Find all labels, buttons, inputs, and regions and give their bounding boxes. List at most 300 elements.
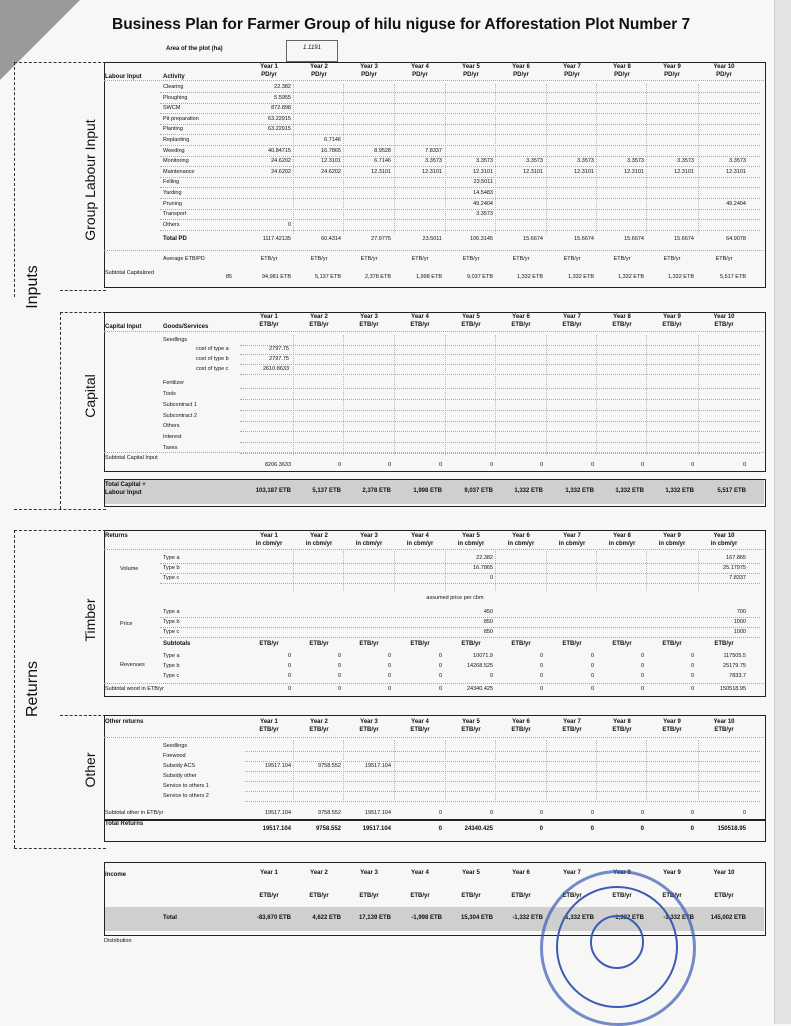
capital-unit-header: ETB/yr bbox=[309, 322, 329, 328]
income-unit-header: ETB/yr bbox=[612, 893, 632, 899]
total-returns-cell: 9758.552 bbox=[315, 826, 341, 832]
income-unit-header: ETB/yr bbox=[359, 893, 379, 899]
timber-unit-header: in cbm/yr bbox=[608, 541, 636, 547]
capital-input-heading: Capital Input bbox=[105, 324, 142, 330]
avg-unit: ETB/yr bbox=[613, 256, 631, 262]
row-rule bbox=[160, 198, 760, 199]
capital-dash-left bbox=[60, 312, 61, 509]
price-type-label: Type a bbox=[163, 609, 180, 615]
column-rule bbox=[596, 740, 597, 800]
total-capital-labour-label: Total Capital + Labour Input bbox=[105, 482, 146, 496]
row-rule bbox=[240, 345, 760, 346]
income-total-cell: 4,622 ETB bbox=[312, 915, 341, 921]
other-subtotal-cell: 0 bbox=[539, 810, 543, 816]
timber-label: Timber bbox=[82, 598, 98, 642]
column-rule bbox=[596, 335, 597, 455]
column-rule bbox=[445, 551, 446, 591]
row-rule bbox=[240, 374, 760, 375]
inputs-dash-mid bbox=[60, 290, 106, 291]
wood-subtotal-cell: 150518.95 bbox=[720, 686, 746, 692]
column-rule bbox=[546, 335, 547, 455]
subtotals-unit: ETB/yr bbox=[309, 641, 329, 647]
labour-cell: 0 bbox=[287, 221, 291, 228]
volume-type-label: Type c bbox=[163, 575, 180, 581]
income-total-cell: -1,332 ETB bbox=[613, 915, 644, 921]
capital-unit-header: ETB/yr bbox=[461, 322, 481, 328]
capital-unit-header: ETB/yr bbox=[662, 322, 682, 328]
column-rule bbox=[293, 740, 294, 800]
other-item-label: Subsidy other bbox=[163, 773, 197, 779]
revenue-type-label: Type a bbox=[163, 653, 180, 659]
labour-subtotal-cell: 1,332 ETB bbox=[618, 274, 644, 280]
labour-cell: 49.2404 bbox=[726, 200, 746, 207]
capital-item-label: cost of type a bbox=[196, 346, 229, 352]
other-unit-header: ETB/yr bbox=[461, 727, 481, 733]
timber-header-rule bbox=[104, 549, 764, 550]
capital-item-label: Subcontract 1 bbox=[163, 402, 197, 408]
avg-unit: ETB/yr bbox=[411, 256, 429, 262]
capital-item-label: Subcontract 2 bbox=[163, 413, 197, 419]
revenue-c-cell: 0 bbox=[590, 673, 594, 679]
revenue-a-cell: 0 bbox=[287, 653, 291, 659]
subtotals-unit: ETB/yr bbox=[562, 641, 582, 647]
labour-cell: 63.22915 bbox=[268, 115, 291, 122]
volume-y10-cell: 7.8337 bbox=[729, 575, 746, 581]
capital-total-cell: 1,998 ETB bbox=[413, 488, 442, 494]
activity-label: Felling bbox=[163, 179, 180, 186]
other-subtotal-cell: 0 bbox=[489, 810, 493, 816]
labour-year-header: Year 1 bbox=[260, 64, 278, 70]
labour-cell: 22.382 bbox=[274, 84, 291, 90]
other-item-label: Subsidy ACS bbox=[163, 763, 196, 769]
capital-subtotal-cell: 0 bbox=[690, 462, 694, 468]
row-rule bbox=[160, 177, 760, 178]
price-type-label: Type c bbox=[163, 629, 180, 635]
volume-type-label: Type a bbox=[163, 555, 180, 561]
column-rule bbox=[343, 335, 344, 455]
capital-subtotal-cell: 0 bbox=[640, 462, 644, 468]
row-rule bbox=[160, 583, 760, 584]
total-returns-cell: 0 bbox=[590, 826, 594, 832]
labour-cell: 3.3573 bbox=[577, 158, 594, 165]
revenue-b-cell: 0 bbox=[387, 663, 391, 669]
capital-year-header: Year 3 bbox=[360, 314, 378, 320]
revenue-a-cell: 10071.9 bbox=[473, 653, 493, 659]
capital-item-label: Seedlings bbox=[163, 337, 188, 343]
labour-unit-header: PD/yr bbox=[716, 72, 732, 78]
other-unit-header: ETB/yr bbox=[359, 727, 379, 733]
row-rule bbox=[240, 364, 760, 365]
row-rule bbox=[104, 683, 764, 684]
labour-total-cell: 15.6674 bbox=[674, 236, 694, 242]
revenues-label: Revenues bbox=[120, 662, 145, 668]
row-rule bbox=[160, 113, 760, 114]
inputs-dash-left bbox=[14, 62, 15, 297]
distribution-label: Distribution bbox=[104, 938, 132, 944]
labour-year-header: Year 8 bbox=[613, 64, 631, 70]
row-rule bbox=[104, 452, 764, 453]
row-rule bbox=[240, 442, 760, 443]
activity-heading: Activity bbox=[163, 74, 185, 80]
capital-total-cell: 5,137 ETB bbox=[312, 488, 341, 494]
row-rule bbox=[160, 166, 760, 167]
income-year-header: Year 8 bbox=[613, 870, 631, 876]
income-year-header: Year 1 bbox=[260, 870, 278, 876]
revenue-a-cell: 0 bbox=[337, 653, 341, 659]
revenue-type-label: Type b bbox=[163, 663, 180, 669]
other-year-header: Year 5 bbox=[462, 719, 480, 725]
labour-unit-header: PD/yr bbox=[361, 72, 377, 78]
revenue-b-cell: 25179.75 bbox=[723, 663, 746, 669]
income-year-header: Year 7 bbox=[563, 870, 581, 876]
price-y5-cell: 850 bbox=[483, 629, 493, 635]
other-year-header: Year 3 bbox=[360, 719, 378, 725]
labour-subtotal-cell: 2,378 ETB bbox=[365, 274, 391, 280]
timber-year-header: Year 5 bbox=[462, 533, 480, 539]
revenue-b-cell: 0 bbox=[590, 663, 594, 669]
other-subtotal-cell: 9758.552 bbox=[318, 810, 341, 816]
income-unit-header: ETB/yr bbox=[562, 893, 582, 899]
total-pd-label: Total PD bbox=[163, 236, 187, 242]
column-rule bbox=[698, 740, 699, 800]
column-rule bbox=[394, 551, 395, 591]
timber-year-header: Year 4 bbox=[411, 533, 429, 539]
subtotals-unit: ETB/yr bbox=[410, 641, 430, 647]
other-unit-header: ETB/yr bbox=[511, 727, 531, 733]
subtotals-unit: ETB/yr bbox=[359, 641, 379, 647]
labour-input-heading: Labour Input bbox=[105, 74, 142, 80]
subsidy-acs-cell: 9758.552 bbox=[318, 763, 341, 769]
labour-cell: 3.3573 bbox=[425, 158, 442, 165]
labour-subtotal-label: Subtotal Capitalized bbox=[105, 270, 154, 276]
capital-subtotal-cell: 0 bbox=[489, 462, 493, 468]
row-rule bbox=[245, 791, 760, 792]
labour-cell: 12.3101 bbox=[523, 168, 543, 175]
column-rule bbox=[596, 551, 597, 591]
labour-cell: 24.6202 bbox=[271, 158, 291, 165]
subtotals-label: Subtotals bbox=[163, 641, 191, 647]
wood-subtotal-cell: 0 bbox=[287, 686, 291, 692]
price-type-label: Type b bbox=[163, 619, 180, 625]
income-total-label: Total bbox=[163, 915, 177, 921]
income-total-cell: -1,332 ETB bbox=[663, 915, 694, 921]
labour-cell: 6.7146 bbox=[324, 137, 341, 143]
labour-year-header: Year 9 bbox=[663, 64, 681, 70]
other-unit-header: ETB/yr bbox=[562, 727, 582, 733]
revenue-b-cell: 0 bbox=[287, 663, 291, 669]
revenue-a-cell: 0 bbox=[387, 653, 391, 659]
timber-unit-header: in cbm/yr bbox=[305, 541, 333, 547]
other-year-header: Year 7 bbox=[563, 719, 581, 725]
price-y10-cell: 1000 bbox=[733, 619, 746, 625]
labour-cell: 12.3101 bbox=[473, 168, 493, 175]
subtotals-unit: ETB/yr bbox=[662, 641, 682, 647]
volume-y5-cell: 0 bbox=[489, 575, 493, 581]
timber-unit-header: in cbm/yr bbox=[457, 541, 485, 547]
income-unit-header: ETB/yr bbox=[511, 893, 531, 899]
row-rule bbox=[240, 399, 760, 400]
labour-unit-header: PD/yr bbox=[564, 72, 580, 78]
inputs-label: Inputs bbox=[24, 265, 41, 309]
activity-label: SWCM bbox=[163, 105, 181, 112]
other-item-label: Service to others 2 bbox=[163, 793, 209, 799]
row-rule bbox=[160, 124, 760, 125]
total-returns-cell: 0 bbox=[690, 826, 694, 832]
activity-label: Weeding bbox=[163, 147, 185, 154]
subsidy-acs-cell: 19517.104 bbox=[365, 763, 391, 769]
capital-total-cell: 103,187 ETB bbox=[255, 488, 291, 494]
other-item-label: Firewood bbox=[163, 753, 186, 759]
activity-label: Replanting bbox=[163, 137, 190, 143]
income-year-header: Year 6 bbox=[512, 870, 530, 876]
revenue-c-cell: 0 bbox=[438, 673, 442, 679]
other-year-header: Year 1 bbox=[260, 719, 278, 725]
other-dash-top bbox=[60, 715, 106, 716]
row-rule bbox=[160, 92, 760, 93]
avg-etb-pd-value: 85 bbox=[225, 274, 232, 280]
total-returns-label: Total Returns bbox=[105, 821, 144, 827]
labour-cell: 16.7865 bbox=[321, 147, 341, 154]
capital-subtotal-cell: 0 bbox=[539, 462, 543, 468]
returns-dash-top bbox=[14, 530, 106, 531]
labour-total-cell: 15.6674 bbox=[624, 236, 644, 242]
total-returns-cell: 0 bbox=[640, 826, 644, 832]
income-year-header: Year 5 bbox=[462, 870, 480, 876]
row-rule bbox=[245, 801, 760, 802]
labour-total-cell: 15.6674 bbox=[574, 236, 594, 242]
other-subtotal-cell: 19517.104 bbox=[365, 810, 391, 816]
labour-cell: 24.6202 bbox=[321, 168, 341, 175]
row-rule bbox=[160, 637, 760, 638]
folded-corner bbox=[0, 0, 80, 80]
total-returns-cell: 0 bbox=[539, 826, 543, 832]
timber-year-header: Year 7 bbox=[563, 533, 581, 539]
column-rule bbox=[445, 84, 446, 234]
goods-services-heading: Goods/Services bbox=[163, 324, 209, 330]
labour-subtotal-cell: 9,037 ETB bbox=[467, 274, 493, 280]
column-rule bbox=[445, 335, 446, 455]
other-unit-header: ETB/yr bbox=[309, 727, 329, 733]
timber-year-header: Year 2 bbox=[310, 533, 328, 539]
income-year-header: Year 10 bbox=[713, 870, 735, 876]
labour-unit-header: PD/yr bbox=[614, 72, 630, 78]
labour-cell: 872.898 bbox=[271, 105, 291, 112]
labour-total-cell: 23.5011 bbox=[422, 236, 442, 242]
labour-cell: 3.3573 bbox=[476, 211, 493, 218]
total-returns-cell: 19517.104 bbox=[262, 826, 291, 832]
capital-total-cell: 1,332 ETB bbox=[565, 488, 594, 494]
labour-total-cell: 60.4314 bbox=[321, 236, 341, 242]
labour-cell: 12.3101 bbox=[321, 158, 341, 165]
labour-unit-header: PD/yr bbox=[664, 72, 680, 78]
column-rule bbox=[293, 84, 294, 234]
capital-year-header: Year 7 bbox=[563, 314, 581, 320]
avg-unit: ETB/yr bbox=[360, 256, 378, 262]
price-y5-cell: 450 bbox=[483, 609, 493, 615]
labour-cell: 3.3573 bbox=[526, 158, 543, 165]
labour-cell: 24.6202 bbox=[271, 168, 291, 175]
column-rule bbox=[343, 84, 344, 234]
activity-label: Others bbox=[163, 221, 180, 228]
column-rule bbox=[394, 335, 395, 455]
row-rule bbox=[245, 751, 760, 752]
revenue-b-cell: 0 bbox=[539, 663, 543, 669]
capital-label: Capital bbox=[82, 374, 98, 418]
capital-subtotal-cell: 0 bbox=[742, 462, 746, 468]
activity-label: Monitoring bbox=[163, 158, 189, 165]
income-year-header: Year 2 bbox=[310, 870, 328, 876]
labour-subtotal-cell: 94,981 ETB bbox=[261, 274, 291, 280]
total-returns-cell: 19517.104 bbox=[362, 826, 391, 832]
labour-cell: 23.5011 bbox=[473, 179, 493, 186]
capital-subtotal-label: Subtotal Capital Input bbox=[105, 455, 158, 461]
revenue-a-cell: 0 bbox=[539, 653, 543, 659]
income-unit-header: ETB/yr bbox=[461, 893, 481, 899]
capital-unit-header: ETB/yr bbox=[612, 322, 632, 328]
labour-cell: 12.3101 bbox=[674, 168, 694, 175]
column-rule bbox=[546, 551, 547, 591]
labour-total-cell: 64.9078 bbox=[726, 236, 746, 242]
revenue-b-cell: 0 bbox=[438, 663, 442, 669]
row-rule bbox=[160, 156, 760, 157]
capital-year-header: Year 6 bbox=[512, 314, 530, 320]
other-header-rule bbox=[104, 737, 764, 738]
other-subtotal-label: Subtotal other in ETB/yr bbox=[105, 810, 164, 816]
official-stamp-emblem bbox=[590, 915, 644, 969]
capital-subtotal-cell: 0 bbox=[438, 462, 442, 468]
group-labour-input-label: Group Labour Input bbox=[82, 119, 98, 241]
row-rule bbox=[160, 134, 760, 135]
timber-table bbox=[104, 530, 766, 697]
returns-label: Returns bbox=[24, 660, 41, 718]
labour-subtotal-cell: 5,517 ETB bbox=[720, 274, 746, 280]
column-rule bbox=[646, 84, 647, 234]
row-rule bbox=[160, 219, 760, 220]
other-unit-header: ETB/yr bbox=[259, 727, 279, 733]
wood-subtotal-cell: 0 bbox=[438, 686, 442, 692]
column-rule bbox=[495, 740, 496, 800]
area-label: Area of the plot (ha) bbox=[166, 46, 223, 52]
capital-year-header: Year 9 bbox=[663, 314, 681, 320]
row-rule bbox=[160, 230, 760, 231]
avg-unit: ETB/yr bbox=[663, 256, 681, 262]
row-rule bbox=[245, 771, 760, 772]
other-subtotal-cell: 0 bbox=[438, 810, 442, 816]
column-rule bbox=[546, 84, 547, 234]
subtotals-unit: ETB/yr bbox=[612, 641, 632, 647]
wood-subtotal-cell: 0 bbox=[387, 686, 391, 692]
row-rule bbox=[240, 388, 760, 389]
price-y10-cell: 700 bbox=[736, 609, 746, 615]
price-label: Price bbox=[120, 621, 133, 627]
wood-subtotal-cell: 0 bbox=[640, 686, 644, 692]
income-year-header: Year 3 bbox=[360, 870, 378, 876]
returns-dash-bottom bbox=[14, 848, 106, 849]
row-rule bbox=[160, 573, 760, 574]
timber-unit-header: in cbm/yr bbox=[255, 541, 283, 547]
activity-label: Yarding bbox=[163, 190, 182, 196]
row-rule bbox=[245, 781, 760, 782]
income-unit-header: ETB/yr bbox=[662, 893, 682, 899]
revenue-b-cell: 0 bbox=[337, 663, 341, 669]
returns-heading: Returns bbox=[105, 533, 128, 539]
revenue-c-cell: 0 bbox=[640, 673, 644, 679]
capital-total-cell: 1,332 ETB bbox=[665, 488, 694, 494]
labour-year-header: Year 3 bbox=[360, 64, 378, 70]
capital-unit-header: ETB/yr bbox=[259, 322, 279, 328]
column-rule bbox=[495, 335, 496, 455]
capital-item-label: cost of type b bbox=[196, 356, 229, 362]
timber-unit-header: in cbm/yr bbox=[710, 541, 738, 547]
timber-year-header: Year 3 bbox=[360, 533, 378, 539]
other-subtotal-cell: 19517.104 bbox=[265, 810, 291, 816]
row-rule bbox=[160, 103, 760, 104]
row-rule bbox=[104, 250, 764, 251]
income-unit-header: ETB/yr bbox=[410, 893, 430, 899]
labour-year-header: Year 2 bbox=[310, 64, 328, 70]
avg-unit: ETB/yr bbox=[715, 256, 733, 262]
revenue-a-cell: 117505.5 bbox=[723, 653, 746, 659]
page-title: Business Plan for Farmer Group of hilu niguse for Afforestation Plot Number 7 bbox=[112, 16, 691, 33]
price-y10-cell: 1000 bbox=[733, 629, 746, 635]
timber-year-header: Year 9 bbox=[663, 533, 681, 539]
activity-label: Clearing bbox=[163, 84, 184, 90]
activity-label: Ploughing bbox=[163, 94, 188, 101]
column-rule bbox=[394, 84, 395, 234]
volume-type-label: Type b bbox=[163, 565, 180, 571]
income-total-cell: 145,002 ETB bbox=[710, 915, 746, 921]
inputs-dash-top bbox=[14, 62, 106, 63]
row-rule bbox=[160, 627, 760, 628]
labour-header-rule bbox=[104, 80, 764, 81]
wood-subtotal-cell: 0 bbox=[539, 686, 543, 692]
row-rule bbox=[160, 617, 760, 618]
income-total-cell: 17,139 ETB bbox=[358, 915, 391, 921]
labour-cell: 12.3101 bbox=[422, 168, 442, 175]
labour-total-cell: 106.3145 bbox=[470, 236, 493, 242]
labour-total-cell: 27.9775 bbox=[371, 236, 391, 242]
timber-year-header: Year 6 bbox=[512, 533, 530, 539]
subtotals-unit: ETB/yr bbox=[259, 641, 279, 647]
capital-unit-header: ETB/yr bbox=[511, 322, 531, 328]
other-unit-header: ETB/yr bbox=[612, 727, 632, 733]
other-subtotal-cell: 0 bbox=[640, 810, 644, 816]
timber-unit-header: in cbm/yr bbox=[355, 541, 383, 547]
capital-table bbox=[104, 312, 766, 472]
row-rule bbox=[240, 453, 760, 454]
labour-cell: 5.5955 bbox=[274, 94, 291, 101]
column-rule bbox=[293, 335, 294, 455]
capital-year-header: Year 8 bbox=[613, 314, 631, 320]
column-rule bbox=[646, 740, 647, 800]
column-rule bbox=[445, 740, 446, 800]
revenue-c-cell: 0 bbox=[337, 673, 341, 679]
column-rule bbox=[646, 551, 647, 591]
row-rule bbox=[240, 421, 760, 422]
other-year-header: Year 4 bbox=[411, 719, 429, 725]
labour-year-header: Year 6 bbox=[512, 64, 530, 70]
labour-cell: 40.84715 bbox=[268, 147, 291, 154]
wood-subtotal-label: Subtotal wood in ETB/yr bbox=[105, 686, 165, 692]
total-returns-cell: 150518.95 bbox=[717, 826, 746, 832]
labour-unit-header: PD/yr bbox=[261, 72, 277, 78]
labour-cell: 7.8337 bbox=[425, 147, 442, 154]
wood-subtotal-cell: 24340.425 bbox=[467, 686, 493, 692]
volume-y5-cell: 16.7865 bbox=[473, 565, 493, 571]
seedling-cost-cell: 2610.8633 bbox=[263, 366, 289, 372]
row-rule bbox=[245, 761, 760, 762]
labour-cell: 8.9528 bbox=[374, 147, 391, 154]
